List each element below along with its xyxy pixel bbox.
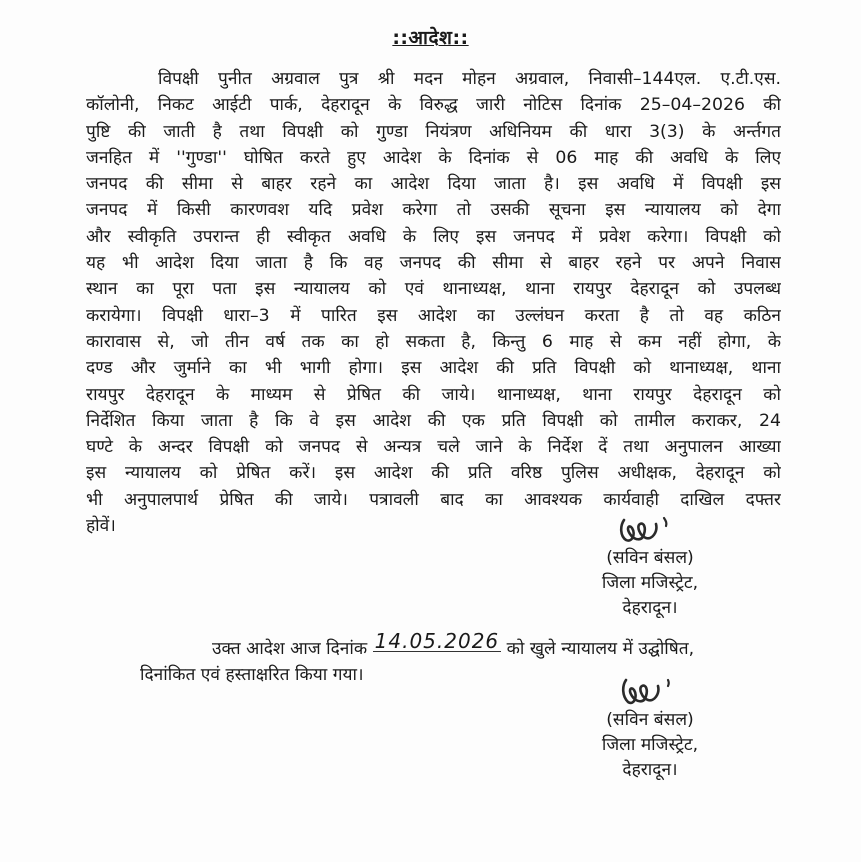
signatory-name: (सविन बंसल) [606,548,694,568]
handwritten-signature-2 [580,674,720,708]
order-body-line: जनपद में किसी कारणवश यदि प्रवेश करेगा तो उसकी सूचना इस न्यायालय को देगा [86,200,781,221]
handwritten-signature-1 [580,512,720,546]
order-body-line: भी अनुपालपार्थ प्रेषित की जाये। पत्रावली बाद का आवश्यक कार्यवाही दाखिल दफ्तर [86,489,781,510]
order-body-line: विपक्षी पुनीत अग्रवाल पुत्र श्री मदन मोहन अग्रवाल, निवासी–144एल. ए.टी.एस. [158,69,781,89]
order-body-line: करायेगा। विपक्षी धारा–3 में पारित इस आदेश का उल्लंघन करता है तो वह कठिन [86,305,781,326]
signatory-place: देहरादून। [622,598,678,618]
signature-block-1 [580,512,720,621]
order-body-line: दण्ड और जुर्माने का भी भागी होगा। इस आदेश की प्रति विपक्षी को थानाध्यक्ष, थाना [86,358,781,379]
order-body-line: जनपद की सीमा से बाहर रहने का आदेश दिया जाता है। इस अवधि में विपक्षी इस [86,174,781,195]
signatory-designation: जिला मजिस्ट्रेट, [601,573,699,593]
order-body-line: घण्टे के अन्दर विपक्षी को जनपद से अन्यत्र चले जाने के निर्देश दें तथा अनुपालन आख्या [86,437,781,458]
order-body-line: कारावास से, जो तीन वर्ष तक का हो सकता है, किन्तु 6 माह से कम नहीं होगा, के [86,331,781,352]
order-body-line: रायपुर देहरादून के माध्यम से प्रेषित की जाये। थानाध्यक्ष, थाना रायपुर देहरादून को [86,384,781,405]
order-body-line: कॉलोनी, निकट आईटी पार्क, देहरादून के विरुद्ध जारी नोटिस दिनांक 25–04–2026 की [86,95,781,116]
order-body [86,66,781,539]
order-body-line: इस न्यायालय को प्रेषित करें। इस आदेश की प्रति वरिष्ठ पुलिस अधीक्षक, देहरादून को [86,463,781,484]
order-body-line: होवें। [86,516,116,537]
pronouncement-line-1 [140,629,780,662]
signatory-designation: जिला मजिस्ट्रेट, [601,735,699,755]
pronouncement-after-date: को खुले न्यायालय में उद्घोषित, [506,639,695,659]
signatory-place: देहरादून। [622,760,678,780]
order-body-line: जनहित में ''गुण्डा'' घोषित करते हुए आदेश के दिनांक से 06 माह की अवधि के लिए [86,147,781,168]
order-body-line: स्थान का पूरा पता इस न्यायालय को एवं थानाध्यक्ष, थाना रायपुर देहरादून को उपलब्ध [86,279,781,300]
pronouncement-line-2: दिनांकित एवं हस्ताक्षरित किया गया। [140,665,364,685]
document-heading: ::आदेश:: [392,27,469,49]
signature-block-2 [580,674,720,783]
signatory-name: (सविन बंसल) [606,710,694,730]
order-body-line: यह भी आदेश दिया जाता है कि वह जनपद की सीमा से बाहर रहने पर अपने निवास [86,253,781,274]
handwritten-date: 14.05.2026 [374,629,500,653]
order-body-line: निर्देशित किया जाता है कि वे इस आदेश की एक प्रति विपक्षी को तामील कराकर, 24 [86,410,781,431]
order-body-line: और स्वीकृति उपरान्त ही स्वीकृत अवधि के लिए इस जनपद में प्रवेश करेगा। विपक्षी को [86,226,781,247]
order-body-line: पुष्टि की जाती है तथा विपक्षी को गुण्डा नियंत्रण अधिनियम की धारा 3(3) के अर्न्तगत [86,121,781,142]
pronouncement-before-date: उक्त आदेश आज दिनांक [212,639,368,659]
